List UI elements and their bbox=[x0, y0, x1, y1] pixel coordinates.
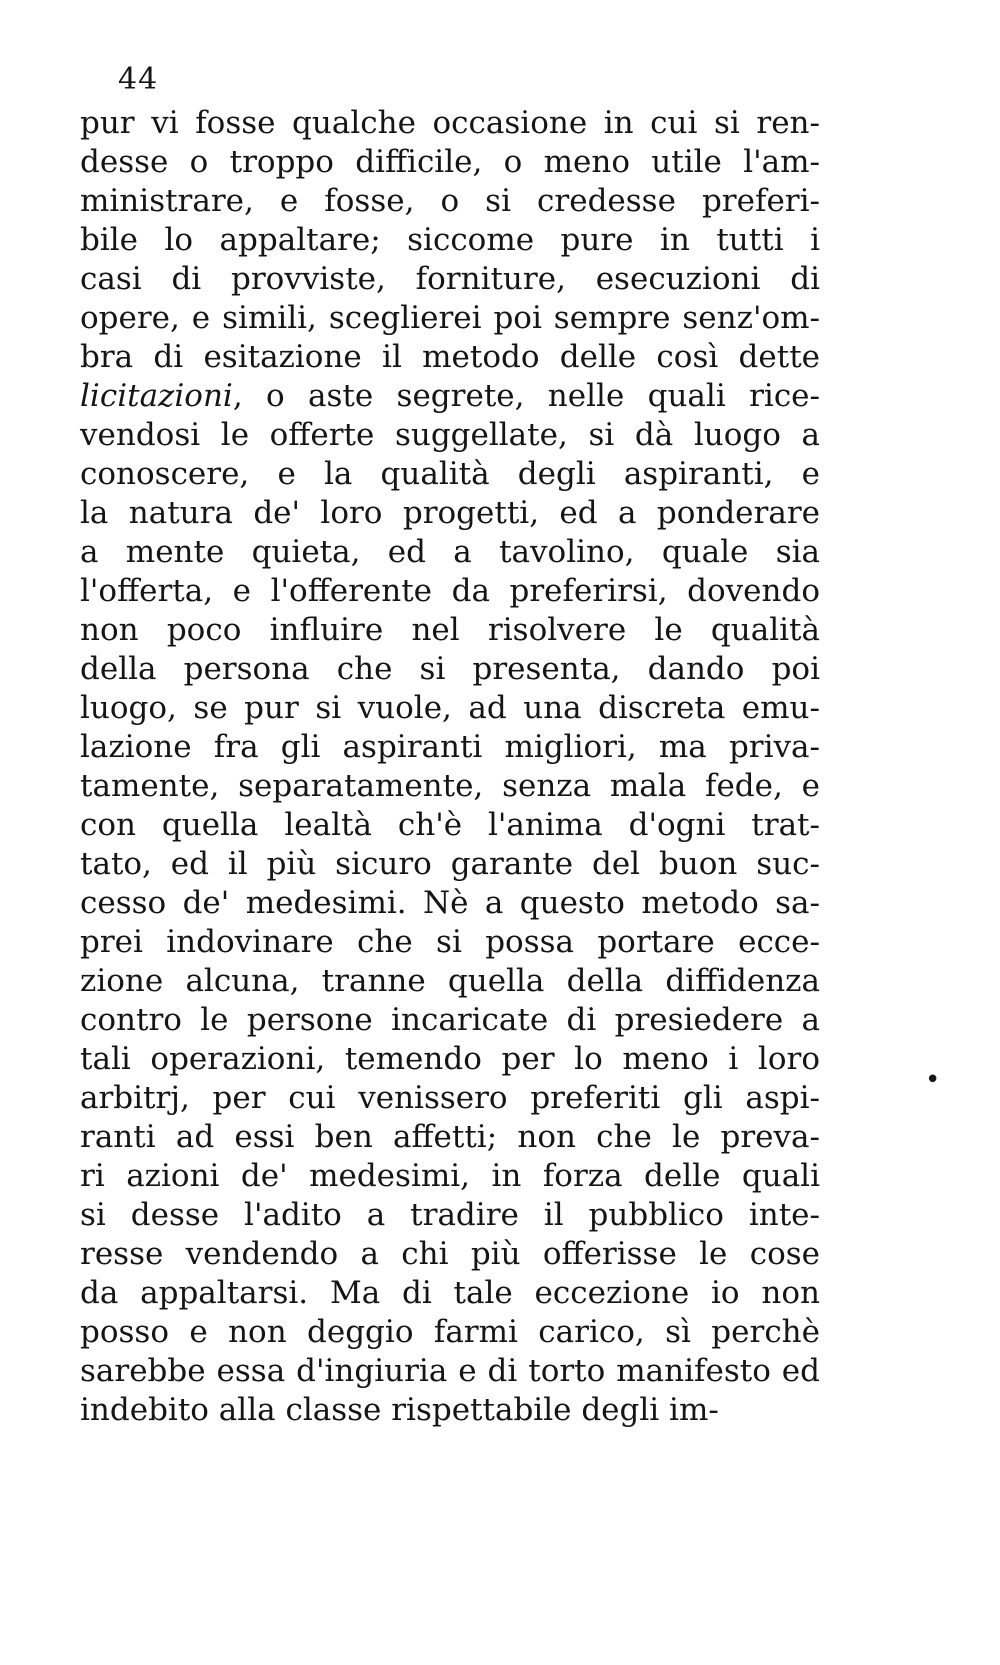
margin-dot: • bbox=[925, 1065, 941, 1095]
text-line: ministrare, e fosse, o si credesse preferi- bbox=[80, 183, 820, 219]
text-line: arbitrj, per cui venissero preferiti gli aspi- bbox=[80, 1080, 820, 1116]
text-line: zione alcuna, tranne quella della diffidenza bbox=[80, 963, 820, 999]
text-line: tali operazioni, temendo per lo meno i loro bbox=[80, 1041, 820, 1077]
text-line: ri azioni de' medesimi, in forza delle quali bbox=[80, 1158, 820, 1194]
text-line: casi di provviste, forniture, esecuzioni di bbox=[80, 261, 820, 297]
text-line: della persona che si presenta, dando poi bbox=[80, 651, 820, 687]
text-line: tato, ed il più sicuro garante del buon suc- bbox=[80, 846, 820, 882]
text-line: indebito alla classe rispettabile degli im- bbox=[80, 1392, 719, 1428]
text-line: cesso de' medesimi. Nè a questo metodo sa- bbox=[80, 885, 820, 921]
text-line: la natura de' loro progetti, ed a ponderare bbox=[80, 495, 820, 531]
text-line: luogo, se pur si vuole, ad una discreta emu- bbox=[80, 690, 820, 726]
text-line: si desse l'adito a tradire il pubblico inte- bbox=[80, 1197, 820, 1233]
text-line: conoscere, e la qualità degli aspiranti, e bbox=[80, 456, 820, 492]
text-line: vendosi le offerte suggellate, si dà luogo a bbox=[80, 417, 820, 453]
text-line: contro le persone incaricate di presiedere a bbox=[80, 1002, 820, 1038]
text-line: sarebbe essa d'ingiuria e di torto manifesto ed bbox=[80, 1353, 820, 1389]
text-line: pur vi fosse qualche occasione in cui si ren- bbox=[80, 105, 820, 141]
text-line: bra di esitazione il metodo delle così dette bbox=[80, 339, 820, 375]
text-line-with-italic bbox=[80, 377, 820, 416]
text-line: ranti ad essi ben affetti; non che le preva- bbox=[80, 1119, 820, 1155]
text-line: posso e non deggio farmi carico, sì perchè bbox=[80, 1314, 820, 1350]
text-line: l'offerta, e l'offerente da preferirsi, dovendo bbox=[80, 573, 820, 609]
text-line: tamente, separatamente, senza mala fede, e bbox=[80, 768, 820, 804]
text-line: lazione fra gli aspiranti migliori, ma priva- bbox=[80, 729, 820, 765]
text-line: bile lo appaltare; siccome pure in tutti i bbox=[80, 222, 820, 258]
text-line: opere, e simili, sceglierei poi sempre senz'om- bbox=[80, 300, 820, 336]
text-line: prei indovinare che si possa portare ecce- bbox=[80, 924, 820, 960]
italic-term: licitazioni bbox=[80, 378, 233, 414]
body-text bbox=[80, 104, 820, 1430]
text-line: resse vendendo a chi più offerisse le cose bbox=[80, 1236, 820, 1272]
text-line: non poco influire nel risolvere le qualità bbox=[80, 612, 820, 648]
text-line: da appaltarsi. Ma di tale eccezione io non bbox=[80, 1275, 820, 1311]
text-line-rest: , o aste segrete, nelle quali rice- bbox=[232, 378, 820, 414]
text-line: con quella lealtà ch'è l'anima d'ogni trat- bbox=[80, 807, 820, 843]
text-line: a mente quieta, ed a tavolino, quale sia bbox=[80, 534, 820, 570]
text-line: desse o troppo difficile, o meno utile l'am- bbox=[80, 144, 820, 180]
page-number: 44 bbox=[118, 62, 159, 97]
